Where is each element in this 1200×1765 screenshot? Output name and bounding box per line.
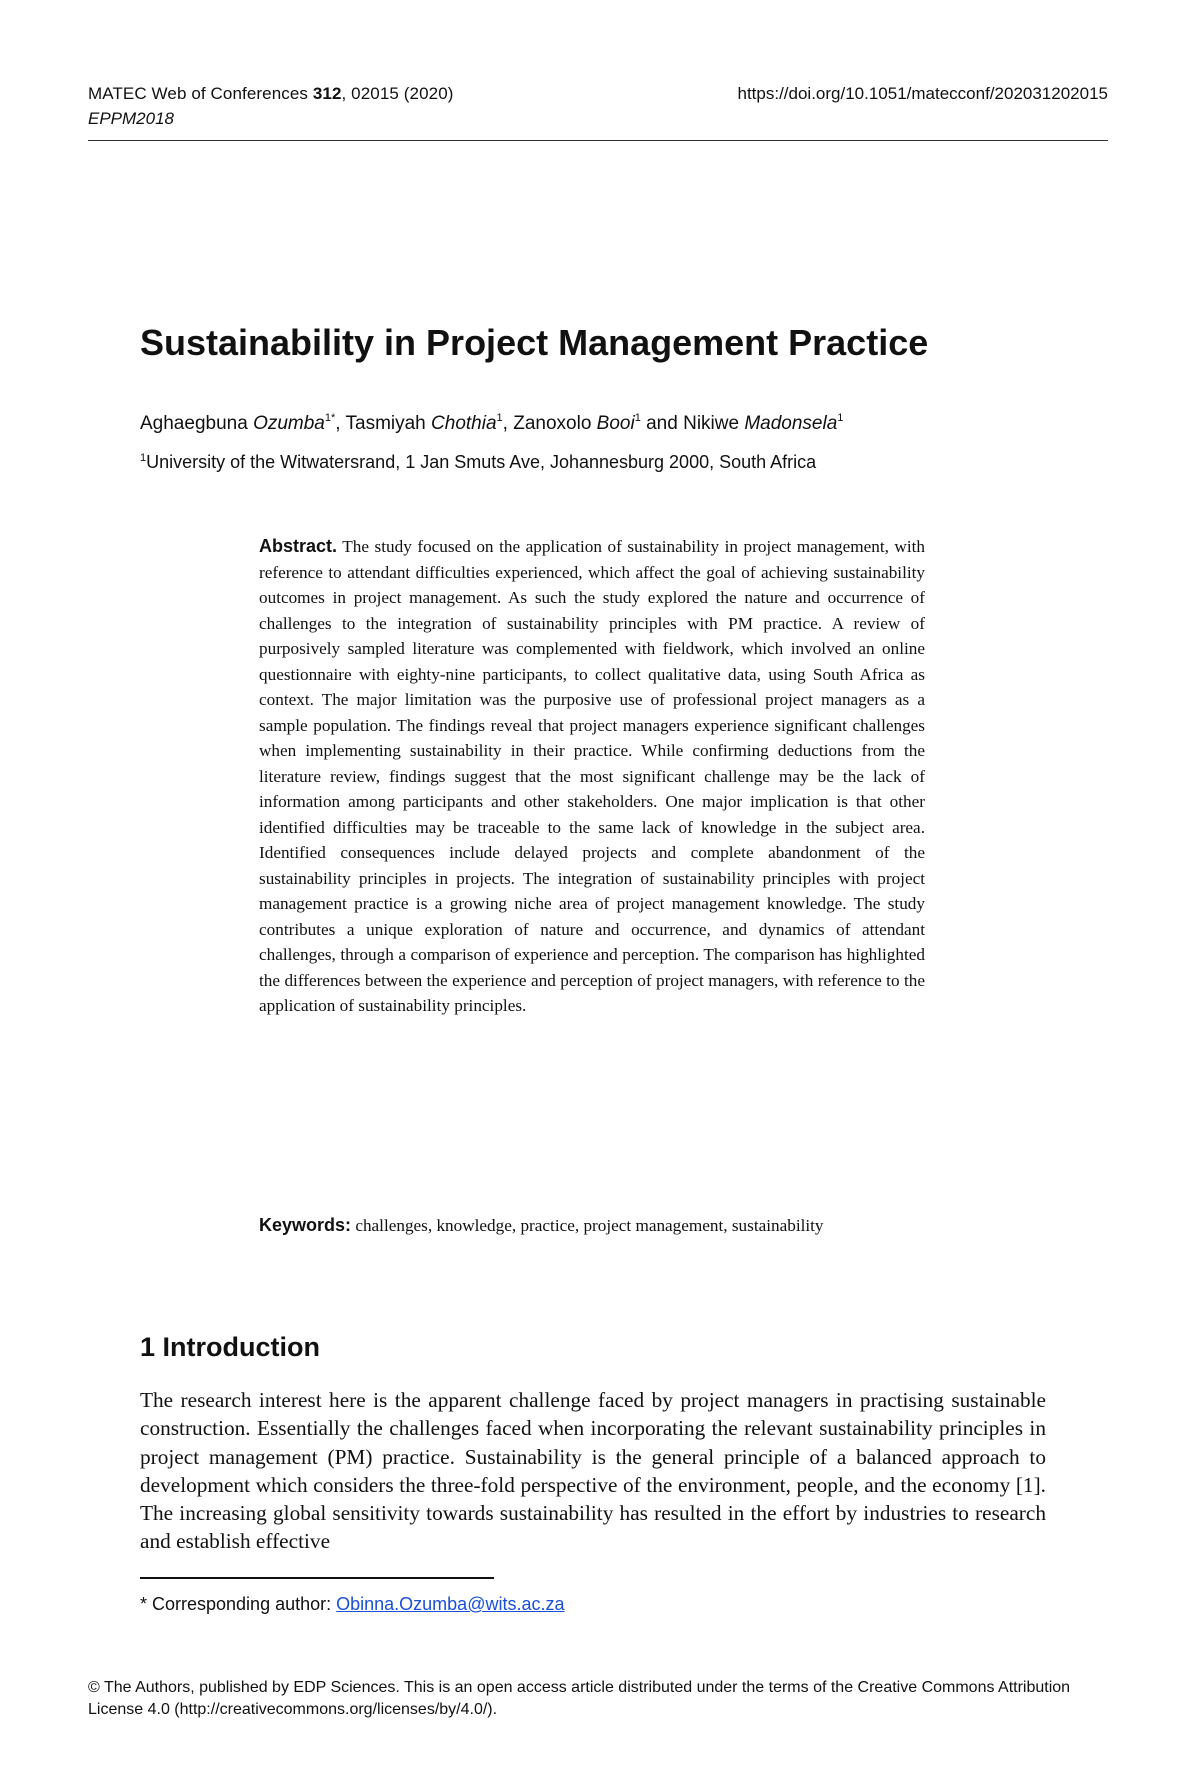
author-list [140, 412, 843, 435]
doi-link[interactable]: https://doi.org/10.1051/matecconf/202031202015 [737, 84, 1108, 103]
license-notice: © The Authors, published by EDP Sciences. This is an open access article distributed under the terms of the Creative Commons Attribution License 4.0 (http://creativecommons.org/licenses/by/4.0/). [88, 1679, 1071, 1718]
author-email-link[interactable]: Obinna.Ozumba@wits.ac.za [336, 1594, 565, 1614]
keywords-text: challenges, knowledge, practice, project management, sustainability [355, 1216, 824, 1235]
footnote-divider [140, 1577, 494, 1579]
volume-number: 312 [312, 84, 342, 103]
abstract-text: The study focused on the application of sustainability in project management, with reference to attendant difficulties experienced, which affect the goal of achieving sustainability outcomes in project management. As such the study explored the nature and occurrence of challenges to the integration of sustainability principles with PM practice. A review of purposively sampled literature was complemented with fieldwork, which involved an online questionnaire with eighty-nine participants, to collect qualitative data, using South Africa as context. The major limitation was the purposive use of professional project managers as a sample population. The findings reveal that project managers experience significant challenges when implementing sustainability in their practice. While confirming deductions from the literature review, findings suggest that the most significant challenge may be the lack of information among participants and other stakeholders. One major implication is that other identified difficulties may be traceable to the same lack of knowledge in the subject area. Identified consequences include delayed projects and complete abandonment of the sustainability principles in projects. The integration of sustainability principles with project management practice is a growing niche area of project management knowledge. The study contributes a unique exploration of nature and occurrence, and dynamics of attendant challenges, through a comparison of experience and perception. The comparison has highlighted the differences between the experience and perception of project managers, with reference to the application of sustainability principles. [259, 537, 925, 1015]
author: Aghaegbuna Ozumba$^{1*}$, [140, 412, 346, 434]
paper-title: Sustainability in Project Management Practice [140, 322, 929, 363]
author: Zanoxolo Booi$^1$ and [513, 412, 684, 434]
journal-citation: MATEC Web of Conferences 312, 02015 (2020) [88, 84, 454, 103]
abstract [259, 534, 925, 1019]
corresponding-author-footnote: * Corresponding author: Obinna.Ozumba@wits.ac.za [140, 1594, 565, 1614]
keywords [259, 1213, 925, 1239]
keywords-label: Keywords: [259, 1215, 352, 1235]
author: Nikiwe Madonsela$^1$ [683, 412, 844, 434]
author: Tasmiyah Chothia$^1$, [345, 412, 514, 434]
conference-name: EPPM2018 [88, 109, 174, 128]
header-divider [88, 140, 1108, 141]
section-heading: 1 Introduction [140, 1332, 320, 1362]
abstract-label: Abstract. [259, 536, 338, 556]
introduction-paragraph: The research interest here is the apparent challenge faced by project managers in practising sustainable construction. Essentially the challenges faced when incorporating the relevant sustainability principles in project management (PM) practice. Sustainability is the general principle of a balanced approach to development which considers the three-fold perspective of the environment, people, and the economy [1]. The increasing global sensitivity towards sustainability has resulted in the effort by industries to research and establish effective [140, 1388, 1046, 1554]
affiliation: $^1$University of the Witwatersrand, 1 Jan Smuts Ave, Johannesburg 2000, South Africa [140, 452, 817, 472]
